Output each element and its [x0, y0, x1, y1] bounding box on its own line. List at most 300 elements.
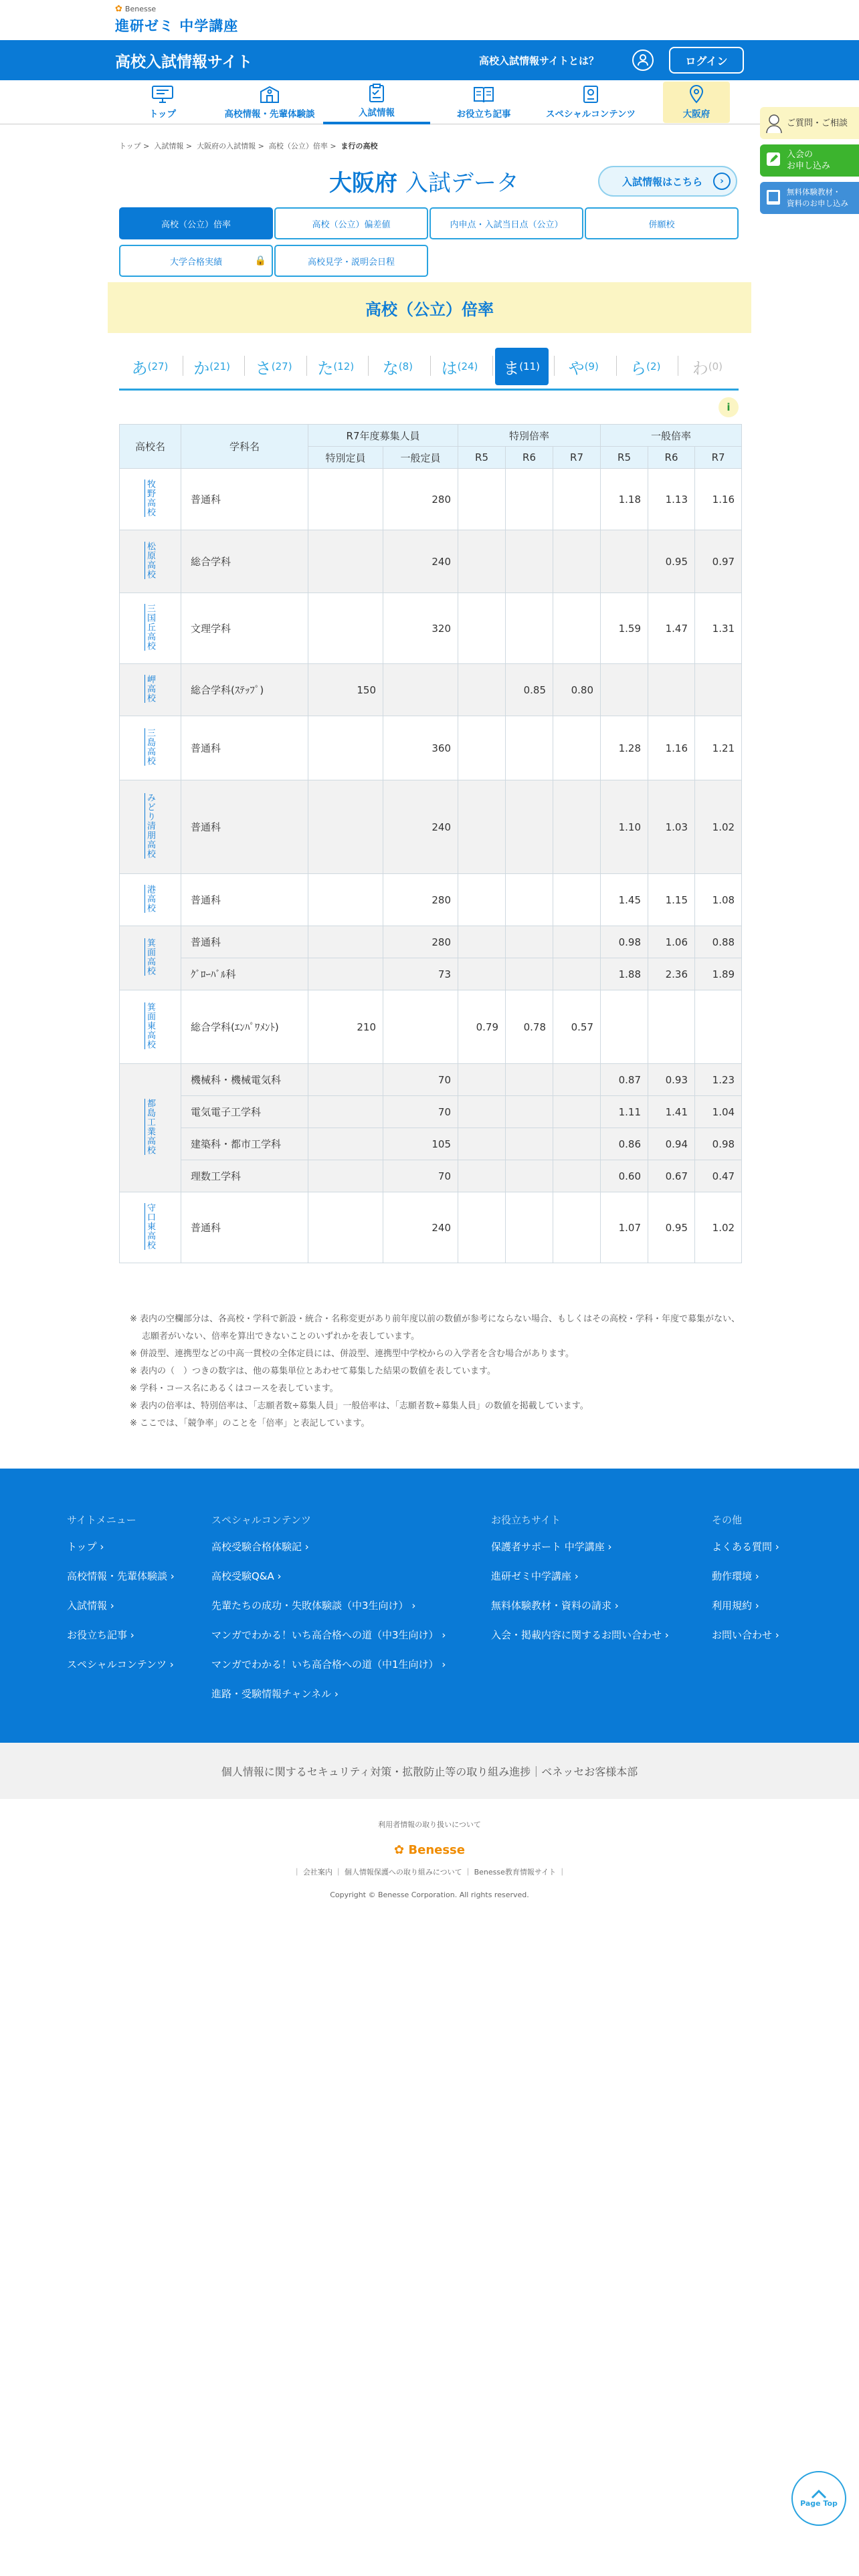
note-item: ※ 表内の倍率は、特別倍率は、「志願者数÷募集人員」一般倍率は、「志願者数÷募集人員」の数値を掲載しています。: [130, 1401, 589, 1411]
pref-name: 大阪府: [329, 170, 397, 197]
footer-link[interactable]: [491, 1628, 669, 1658]
tab-public-deviation[interactable]: 高校（公立）偏差値: [274, 207, 428, 239]
footer-link[interactable]: [211, 1658, 446, 1687]
bottom-footer: [0, 1819, 859, 1899]
school-link[interactable]: 三島高校: [145, 728, 155, 766]
footer-link[interactable]: [67, 1628, 175, 1658]
header-general-cap: 一般定員: [383, 447, 458, 469]
footer-link[interactable]: [211, 1570, 446, 1599]
breadcrumb-item[interactable]: トップ: [119, 142, 141, 150]
security-notice[interactable]: [0, 1743, 859, 1799]
cell-s6: [506, 1096, 553, 1128]
benesse-mark-icon: ✿: [115, 4, 122, 14]
cell-s5: [458, 1160, 506, 1192]
cell-g6: 0.67: [648, 1160, 695, 1192]
user-icon[interactable]: [632, 49, 654, 71]
cell-s6: [506, 1192, 553, 1263]
cell-s5: [458, 530, 506, 593]
footer-link[interactable]: [211, 1599, 446, 1628]
cell-s7: [553, 926, 601, 958]
school-link[interactable]: 三国丘高校: [145, 603, 155, 651]
footer-link-label: 進研ゼミ中学講座: [491, 1570, 572, 1582]
table-notes: [119, 1311, 741, 1432]
footer-link[interactable]: [491, 1570, 669, 1599]
cell-g7: 1.21: [695, 716, 742, 780]
person-icon: [765, 114, 783, 137]
footer-link[interactable]: [712, 1570, 779, 1599]
cell-s6: [506, 958, 553, 990]
footer-link[interactable]: [712, 1599, 779, 1628]
cell-s5: [458, 593, 506, 664]
cell-g5: [601, 664, 648, 716]
cell-sp: 150: [308, 664, 383, 716]
footer-link[interactable]: [712, 1628, 779, 1658]
cell-g7: 0.47: [695, 1160, 742, 1192]
footer-link-label: 入試情報: [67, 1600, 108, 1612]
tab-label: 大学合格実績: [169, 257, 222, 267]
school-link[interactable]: みどり清朋高校: [145, 792, 155, 859]
nav-articles[interactable]: [430, 80, 537, 124]
benesse-logo-text: Benesse: [408, 1843, 465, 1857]
side-question-button[interactable]: [760, 107, 859, 139]
kana-tab-7[interactable]: [557, 348, 610, 385]
kana-char: さ: [255, 358, 272, 378]
kana-tab-8[interactable]: [619, 348, 672, 385]
nav-prefecture[interactable]: [663, 82, 730, 123]
school-link[interactable]: 岬高校: [145, 674, 155, 703]
chevron-right-icon: ›: [772, 1541, 779, 1553]
cell-gen: 360: [383, 716, 458, 780]
tablet-icon: [765, 189, 781, 209]
school-link[interactable]: 都島工業高校: [145, 1098, 155, 1155]
cell-s6: [506, 926, 553, 958]
cell-gen: [383, 664, 458, 716]
header-subject: 学科名: [181, 425, 308, 469]
cell-g7: 1.04: [695, 1096, 742, 1128]
cell-g6: 1.15: [648, 874, 695, 926]
footer-column: [491, 1513, 669, 1658]
chevron-right-icon: ›: [107, 1600, 114, 1612]
login-button[interactable]: ログイン: [669, 47, 744, 74]
cell-subject: ｸﾞﾛｰﾊﾞﾙ科: [181, 958, 308, 990]
school-cell: [120, 469, 181, 530]
footer-column: [712, 1513, 779, 1658]
chevron-right-icon: ›: [571, 1570, 579, 1582]
cell-sp: [308, 1096, 383, 1128]
cell-s5: [458, 958, 506, 990]
school-cell: [120, 874, 181, 926]
school-link[interactable]: 松原高校: [145, 541, 155, 579]
cell-s7: [553, 874, 601, 926]
cell-g6: 1.06: [648, 926, 695, 958]
benesse-logo: [0, 1843, 859, 1857]
kana-count: (27): [271, 360, 292, 372]
chevron-right-icon: ›: [166, 1658, 174, 1671]
corporate-links[interactable]: ｜ 会社案内 ｜ 個人情報保護への取り組みについて ｜ Benesse教育情報サイト ｜: [293, 1868, 566, 1876]
cell-subject: 総合学科: [181, 530, 308, 593]
kana-divider: [244, 356, 245, 376]
breadcrumb-item[interactable]: 高校（公立）倍率: [268, 142, 328, 150]
footer-link[interactable]: [67, 1540, 175, 1570]
table-row: [120, 593, 742, 664]
cell-sp: [308, 780, 383, 874]
cell-subject: 普通科: [181, 716, 308, 780]
cell-g5: [601, 530, 648, 593]
cell-s5: [458, 716, 506, 780]
cell-g7: [695, 664, 742, 716]
cell-g7: 0.88: [695, 926, 742, 958]
ratio-table: [119, 424, 742, 1263]
section-banner: 高校（公立）倍率: [108, 282, 751, 333]
school-cell: [120, 1192, 181, 1263]
cell-s5: [458, 1064, 506, 1096]
breadcrumb-item[interactable]: 大阪府の入試情報: [197, 142, 256, 150]
cell-s6: [506, 1160, 553, 1192]
side-join-label: 入会の お申し込み: [787, 150, 831, 171]
top-bar: [0, 0, 859, 40]
cell-s7: [553, 469, 601, 530]
chevron-right-icon: ›: [752, 1600, 759, 1612]
cell-gen: 70: [383, 1160, 458, 1192]
page-top-button[interactable]: [791, 2471, 846, 2526]
logo-text: 進研ゼミ 中学講座: [115, 18, 239, 34]
cell-s7: [553, 1192, 601, 1263]
footer-link-label: 高校情報・先輩体験談: [67, 1570, 168, 1582]
footer-link-label: スペシャルコンテンツ: [67, 1658, 167, 1671]
lock-icon: 🔒: [254, 255, 266, 266]
footer-column-title: スペシャルコンテンツ: [211, 1514, 311, 1526]
cell-subject: 普通科: [181, 1192, 308, 1263]
kana-tab-1[interactable]: [185, 348, 239, 385]
header-special-cap: 特別定員: [308, 447, 383, 469]
kana-char: ま: [503, 358, 520, 378]
cell-g7: 0.97: [695, 530, 742, 593]
cell-subject: 普通科: [181, 926, 308, 958]
school-cell: [120, 926, 181, 990]
school-cell: [120, 716, 181, 780]
exam-info-label: 入試情報はこちら: [622, 175, 703, 188]
table-row: [120, 990, 742, 1064]
footer-column-title: サイトメニュー: [67, 1514, 136, 1526]
kana-tab-0[interactable]: [123, 348, 177, 385]
chevron-right-icon: ›: [302, 1541, 309, 1553]
header-school: 高校名: [120, 425, 181, 469]
pencil-icon: [765, 151, 781, 171]
kana-char: あ: [131, 358, 148, 378]
table-row: [120, 1160, 742, 1192]
cell-s7: [553, 1128, 601, 1160]
table-row: [120, 530, 742, 593]
cell-s7: [553, 1064, 601, 1096]
header-r7: R7: [553, 447, 601, 469]
cell-g7: [695, 990, 742, 1064]
cell-gen: 240: [383, 1192, 458, 1263]
chevron-right-icon: ›: [96, 1541, 104, 1553]
cell-gen: 280: [383, 926, 458, 958]
footer-column-title: お役立ちサイト: [491, 1514, 561, 1526]
school-link[interactable]: 箕面高校: [145, 938, 155, 976]
footer-column: [211, 1513, 446, 1717]
table-row: [120, 1128, 742, 1160]
cell-gen: 105: [383, 1128, 458, 1160]
breadcrumb: トップ > 入試情報 > 大阪府の入試情報 > 高校（公立）倍率 > ま行の高校: [119, 142, 378, 150]
kana-char: か: [193, 358, 210, 378]
header-r5: R5: [601, 447, 648, 469]
table-row: [120, 469, 742, 530]
table-row: [120, 664, 742, 716]
cell-sp: 210: [308, 990, 383, 1064]
nav-school-info[interactable]: [216, 80, 323, 124]
cell-sp: [308, 530, 383, 593]
footer-link[interactable]: [67, 1570, 175, 1599]
cell-g6: 0.95: [648, 530, 695, 593]
privacy-link[interactable]: 利用者情報の取り扱いについて: [378, 1820, 481, 1829]
header-capacity: R7年度募集人員: [308, 425, 458, 447]
nav-label: お役立ち記事: [456, 109, 511, 120]
cell-g5: 1.45: [601, 874, 648, 926]
cell-g6: 1.47: [648, 593, 695, 664]
table-row: [120, 926, 742, 958]
cell-g5: 1.18: [601, 469, 648, 530]
kana-tab-2[interactable]: [247, 348, 300, 385]
cell-g7: 1.08: [695, 874, 742, 926]
footer: [0, 1469, 859, 1743]
school-link[interactable]: 箕面東高校: [145, 1002, 155, 1049]
school-link[interactable]: 港高校: [145, 884, 155, 913]
footer-link-label: 進路・受験情報チャンネル: [211, 1688, 332, 1700]
footer-link-label: マンガでわかる！いち高合格への道（中3生向け）: [211, 1629, 439, 1641]
exam-info-link[interactable]: [598, 166, 737, 197]
cell-g7: 1.23: [695, 1064, 742, 1096]
cell-g5: 0.86: [601, 1128, 648, 1160]
table-row: [120, 874, 742, 926]
nav-label: 高校情報・先輩体験談: [224, 109, 315, 120]
cell-sp: [308, 1192, 383, 1263]
table-row: [120, 1192, 742, 1263]
cell-g5: 1.88: [601, 958, 648, 990]
cell-s7: [553, 530, 601, 593]
footer-link[interactable]: [211, 1687, 446, 1717]
kana-tab-3[interactable]: [309, 348, 363, 385]
cell-g7: 1.02: [695, 1192, 742, 1263]
footer-link-label: お役立ち記事: [67, 1629, 128, 1641]
breadcrumb-current: ま行の高校: [341, 142, 378, 150]
cell-sp: [308, 716, 383, 780]
chevron-right-icon: ›: [438, 1658, 446, 1671]
note-item: ※ 表内の（ ）つきの数字は、他の募集単位とあわせて募集した結果の数値を表しています。: [130, 1366, 496, 1376]
cell-s6: 0.78: [506, 990, 553, 1064]
kana-tab-4[interactable]: [371, 348, 424, 385]
cell-s5: [458, 874, 506, 926]
cell-s6: [506, 1064, 553, 1096]
table-row: [120, 1064, 742, 1096]
cell-s5: [458, 780, 506, 874]
cell-subject: 総合学科(ｴﾝﾊﾟﾜﾒﾝﾄ): [181, 990, 308, 1064]
cell-sp: [308, 469, 383, 530]
cell-s5: 0.79: [458, 990, 506, 1064]
cell-g6: 2.36: [648, 958, 695, 990]
school-cell: [120, 664, 181, 716]
cell-g5: 0.87: [601, 1064, 648, 1096]
header-r6: R6: [506, 447, 553, 469]
nav-exam-info[interactable]: [323, 80, 430, 124]
footer-link[interactable]: [211, 1628, 446, 1658]
tab-public-ratio[interactable]: 高校（公立）倍率: [119, 207, 273, 239]
kana-divider: [554, 356, 555, 376]
school-link[interactable]: 牧野高校: [145, 479, 155, 517]
side-materials-label: 無料体験教材・ 資料のお申し込み: [787, 187, 848, 208]
header-r6: R6: [648, 447, 695, 469]
footer-link[interactable]: [67, 1658, 175, 1687]
cell-s6: [506, 530, 553, 593]
about-site-link[interactable]: 高校入試情報サイトとは？: [479, 55, 599, 67]
school-cell: [120, 1064, 181, 1192]
site-title: 高校入試情報サイト: [115, 53, 253, 71]
kana-tab-5[interactable]: [433, 348, 486, 385]
cell-g6: 1.16: [648, 716, 695, 780]
table-row: [120, 1096, 742, 1128]
info-icon[interactable]: i: [719, 397, 739, 417]
kana-char: ら: [630, 358, 647, 378]
kana-char: わ: [692, 358, 708, 378]
cell-s7: [553, 1096, 601, 1128]
footer-link[interactable]: [491, 1599, 669, 1628]
medal-icon: [579, 85, 602, 104]
cell-s7: [553, 1160, 601, 1192]
cell-s5: [458, 469, 506, 530]
header-r5: R5: [458, 447, 506, 469]
cell-s7: [553, 716, 601, 780]
cell-gen: 280: [383, 469, 458, 530]
cell-s6: [506, 874, 553, 926]
footer-link-label: 高校受験Q&A: [211, 1570, 274, 1582]
side-materials-button[interactable]: [760, 182, 859, 214]
cell-s7: 0.57: [553, 990, 601, 1064]
map-pin-icon: [688, 85, 704, 104]
cell-sp: [308, 1128, 383, 1160]
cell-gen: 70: [383, 1096, 458, 1128]
page-title: [329, 165, 519, 197]
cell-s5: [458, 1128, 506, 1160]
kana-count: (24): [457, 360, 478, 372]
tab-report-score[interactable]: 内申点・入試当日点（公立）: [430, 207, 583, 239]
cell-g5: 1.28: [601, 716, 648, 780]
kana-count: (21): [209, 360, 230, 372]
cell-gen: [383, 990, 458, 1064]
table-row: [120, 958, 742, 990]
kana-tab-6[interactable]: [495, 348, 549, 385]
footer-column-title: その他: [712, 1514, 743, 1526]
cell-g7: 0.98: [695, 1128, 742, 1160]
cell-g6: 1.03: [648, 780, 695, 874]
footer-link[interactable]: [712, 1540, 779, 1570]
kana-divider: [306, 356, 307, 376]
nav-top[interactable]: [109, 80, 216, 124]
benesse-brand: Benesse: [124, 5, 157, 13]
school-link[interactable]: 守口東高校: [145, 1202, 155, 1250]
cell-gen: 320: [383, 593, 458, 664]
footer-link[interactable]: [67, 1599, 175, 1628]
cell-g6: 0.93: [648, 1064, 695, 1096]
cell-g6: 1.41: [648, 1096, 695, 1128]
cell-subject: 電気電子工学科: [181, 1096, 308, 1128]
footer-link-label: マンガでわかる！いち高合格への道（中1生向け）: [211, 1658, 439, 1671]
cell-sp: [308, 926, 383, 958]
breadcrumb-item[interactable]: 入試情報: [154, 142, 184, 150]
footer-link-label: お問い合わせ: [712, 1629, 773, 1641]
cell-s5: [458, 926, 506, 958]
kana-char: な: [382, 358, 399, 378]
cell-g5: 1.10: [601, 780, 648, 874]
cell-g7: 1.89: [695, 958, 742, 990]
cell-gen: 73: [383, 958, 458, 990]
cell-gen: 240: [383, 780, 458, 874]
note-item: ※ 表内の空欄部分は、各高校・学科で新設・統合・名称変更があり前年度以前の数値が参考にならない場合、もしくはその高校・学科・年度で募集がない、志願者がいない、倍率を算出できないことのいずれかを表しています。: [130, 1314, 741, 1341]
tab-school-visits[interactable]: 高校見学・説明会日程: [274, 245, 428, 277]
table-row: [120, 716, 742, 780]
footer-link-label: 入会・掲載内容に関するお問い合わせ: [491, 1629, 662, 1641]
cell-g5: 0.98: [601, 926, 648, 958]
kana-count: (8): [398, 360, 413, 372]
kana-divider: [616, 356, 617, 376]
chevron-right-icon: ›: [274, 1570, 282, 1582]
cell-sp: [308, 958, 383, 990]
footer-link-label: 動作環境: [712, 1570, 753, 1582]
cell-s6: [506, 593, 553, 664]
school-cell: [120, 530, 181, 593]
cell-g7: 1.31: [695, 593, 742, 664]
footer-link[interactable]: [211, 1540, 446, 1570]
cell-s6: 0.85: [506, 664, 553, 716]
cell-subject: 普通科: [181, 780, 308, 874]
footer-link[interactable]: [491, 1540, 669, 1570]
tab-combined-schools[interactable]: 併願校: [585, 207, 739, 239]
cell-s7: [553, 958, 601, 990]
clipboard-icon: [365, 84, 388, 102]
nav-special[interactable]: [537, 80, 644, 124]
kana-filter: [119, 340, 739, 391]
side-join-button[interactable]: [760, 144, 859, 177]
copyright: Copyright © Benesse Corporation. All rights reserved.: [330, 1891, 529, 1899]
cell-g7: 1.02: [695, 780, 742, 874]
kana-count: (0): [708, 360, 723, 372]
monitor-icon: [151, 85, 174, 104]
site-logo[interactable]: [115, 4, 238, 35]
kana-char: や: [568, 358, 585, 378]
footer-link-label: 高校受験合格体験記: [211, 1541, 302, 1553]
cell-gen: 280: [383, 874, 458, 926]
cell-s7: 0.80: [553, 664, 601, 716]
tab-university-results[interactable]: [119, 245, 273, 277]
cell-sp: [308, 1064, 383, 1096]
cell-s6: [506, 1128, 553, 1160]
chevron-right-icon: ›: [331, 1688, 339, 1700]
cell-s5: [458, 1192, 506, 1263]
chevron-right-icon: ›: [408, 1600, 416, 1612]
chevron-right-icon: ›: [604, 1541, 612, 1553]
cell-subject: 理数工学科: [181, 1160, 308, 1192]
nav-label: スペシャルコンテンツ: [545, 109, 636, 120]
kana-count: (12): [333, 360, 355, 372]
kana-divider: [492, 356, 493, 376]
cell-s5: [458, 1096, 506, 1128]
cell-subject: 機械科・機械電気科: [181, 1064, 308, 1096]
cell-sp: [308, 874, 383, 926]
kana-char: た: [317, 358, 334, 378]
kana-divider: [430, 356, 431, 376]
chevron-right-icon: ›: [752, 1570, 759, 1582]
kana-tab-9: [680, 348, 734, 385]
